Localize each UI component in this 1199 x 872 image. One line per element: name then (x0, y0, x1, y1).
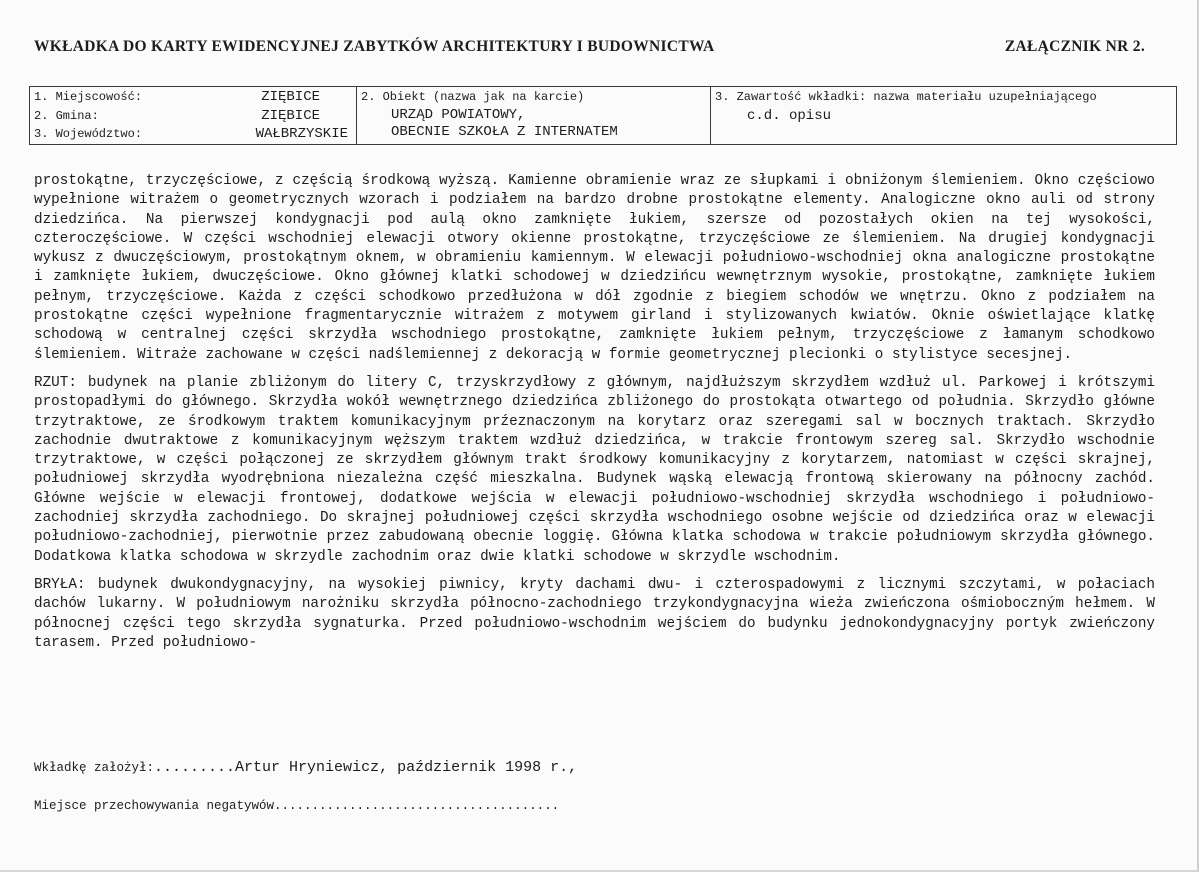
object-name-line1: URZĄD POWIATOWY, (391, 107, 526, 123)
municipality-label: 2. Gmina: (34, 109, 99, 123)
author-line (34, 759, 577, 776)
voivodeship-label: 3. Województwo: (34, 127, 143, 141)
info-table (29, 86, 1177, 145)
negatives-value: ...................................... (274, 799, 560, 813)
object-name-line2: OBECNIE SZKOŁA Z INTERNATEM (391, 124, 618, 140)
card-header (34, 38, 1145, 56)
locality-row (34, 88, 352, 107)
author-label: Wkładkę założył: (34, 761, 155, 775)
card-title: WKŁADKA DO KARTY EWIDENCYJNEJ ZABYTKÓW ARCHITEKTURY I BUDOWNICTWA (34, 38, 715, 55)
attachment-number: ZAŁĄCZNIK NR 2. (1004, 38, 1145, 55)
negatives-label: Miejsce przechowywania negatywów (34, 799, 275, 813)
paragraph-plan: RZUT: budynek na planie zbliżonym do litery C, trzyskrzydłowy z głównym, najdłuższym skrzydłem wzdłuż ul. Parkowej i krótszymi prostopadłymi do głównego. Skrzydła wokół wewnętrznego dziedzińca zbliżonego do prostokąta otwartego od południa. Skrzydło główne trzytraktowe, ze środkowym traktem komunikacyjnym prźeznaczonym na korytarz oraz szeregami sal w bocznych traktach. Skrzydło zachodnie dwutraktowe z komunikacyjnym węższym traktem wzdłuż dziedzińca, w trakcie frontowym szereg sal. Skrzydło wschodnie trzytraktowe, w części połączonej ze skrzydłem głównym trakt środkowy komunikacyjny z korytarzem, natomiast w części skrajnej, południowej skrzydła wyodrębniona niezależna część mieszkalna. Budynek wąską elewacją frontową skierowany na północny zachód. Główne wejście w elewacji frontowej, dodatkowe wejścia w elewacji południowo-wschodniej skrzydła wschodniego i południowo-zachodniej skrzydła zachodniego. Do skrajnej południowej części skrzydła wschodniego osobne wejście od dziedzińca oraz w elewacji południowo-zachodniej, pierwotnie przez zabudowaną obecnie loggię. Główna klatka schodowa w trakcie południowym skrzydła głównego. Dodatkowa klatka schodowa w skrzydle zachodnim oraz dwie klatki schodowe w skrzydle wschodnim. (34, 374, 1155, 565)
content-value: c.d. opisu (747, 108, 832, 124)
locality-value: ZIĘBICE (261, 89, 320, 105)
municipality-value: ZIĘBICE (261, 108, 320, 124)
paragraph-windows: prostokątne, trzyczęściowe, z częścią środkową wyższą. Kamienne obramienie wraz ze słupkami i obniżonym ślemieniem. Okno częściowo wypełnione witrażem o geometrycznych wzorach i podziałem na bardzo drobne prostokątne elementy. Analogiczne okno auli od strony dziedzińca. Na pierwszej kondygnacji pod aulą okno zamknięte łukiem, szersze od pozostałych okien na tej wysokości, czteroczęściowe. W części wschodniej elewacji otwory okienne prostokątne, trzyczęściowe ze ślemieniem. Na drugiej kondygnacji wykusz z dwuczęściowym, prostokątnym oknem, w obramieniu kamiennym. W elewacji południowo-wschodniej okna analogiczne prostokątne i zamknięte łukiem, dwuczęściowe. Okno głównej klatki schodowej w dziedzińcu wewnętrznym wysokie, prostokątne, zamknięte łukiem pełnym, trzyczęściowe. Każda z części schodkowo przedłużona w dół zgodnie z biegiem schodów we wnętrzu. Okno z podziałem na prostokątne części wypełnione fragmentarycznie witrażem z motywem girland i stylizowanych kwiatów. Oknie oświetlające klatkę schodową w centralnej części skrzydła wschodniego prostokątne, zamknięte łukiem pełnym, trzyczęściowe z łamanym schodkowo ślemieniem. Witraże zachowane w części nadślemiennej z dekoracją w formie geometrycznej plecionki o stylistyce secesjnej. (34, 173, 1155, 363)
object-cell (357, 87, 711, 145)
description-text (34, 172, 1155, 662)
content-cell (711, 87, 1177, 145)
paragraph-massing: BRYŁA: budynek dwukondygnacyjny, na wysokiej piwnicy, kryty dachami dwu- i czterospadowymi z licznymi szczytami, w połaciach dachów lukarny. W południowym narożniku skrzydła północno-zachodniego trzykondygnacyjna wieża zwieńczona ośmioboczným hełmem. W północnej części tego skrzydła sygnaturka. Przed południowo-wschodnim wejściem do budynku jednokondygnacyjny portyk zwieńczony tarasem. Przed południowo- (34, 576, 1155, 651)
object-label: 2. Obiekt (nazwa jak na karcie) (361, 90, 585, 104)
voivodeship-value: WAŁBRZYSKIE (255, 126, 348, 142)
municipality-row (34, 107, 352, 125)
content-label: 3. Zawartość wkładki: nazwa materiału uzupełniającego (715, 90, 1097, 104)
voivodeship-row (34, 125, 352, 143)
negatives-line (34, 799, 559, 813)
location-cell (30, 87, 357, 145)
locality-label: 1. Miejscowość: (34, 90, 143, 104)
author-value: .........Artur Hryniewicz, październik 1998 r., (154, 759, 578, 776)
